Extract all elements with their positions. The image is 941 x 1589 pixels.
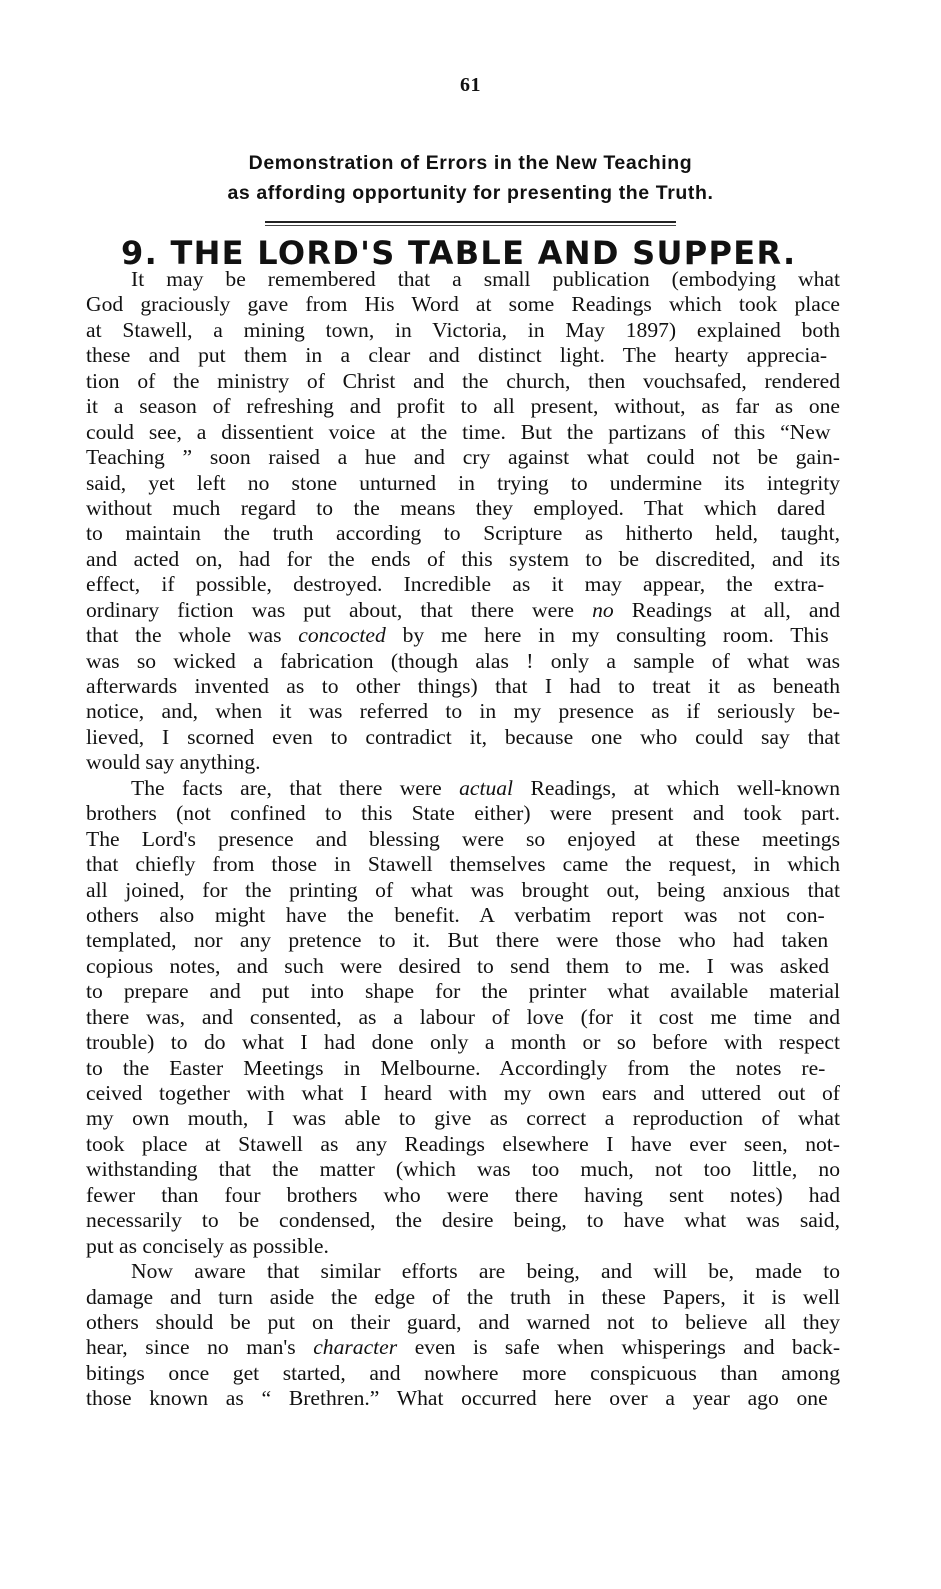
text-run: all joined, for the printing of what was brought out, being anxious that bbox=[86, 877, 840, 902]
text-run: put as concisely as possible. bbox=[86, 1233, 329, 1258]
text-run: fewer than four brothers who were there having sent notes) had bbox=[86, 1182, 840, 1207]
text-run: notice, and, when it was referred to in my presence as if seriously be- bbox=[86, 699, 840, 724]
paragraph bbox=[86, 776, 840, 1259]
text-run: Readings, at which well-known bbox=[513, 775, 840, 800]
text-line bbox=[86, 1030, 840, 1055]
text-line bbox=[86, 369, 840, 394]
text-run: Now aware that similar efforts are being, and will be, made to bbox=[131, 1259, 840, 1284]
text-run: It may be remembered that a small publication (embodying what bbox=[131, 267, 840, 291]
text-line bbox=[86, 1183, 840, 1208]
page-number: 61 bbox=[460, 74, 481, 96]
text-line bbox=[86, 1056, 840, 1081]
text-run: ceived together with what I heard with my own ears and uttered out of bbox=[86, 1081, 840, 1105]
text-line bbox=[86, 979, 840, 1004]
text-run: to prepare and put into shape for the printer what available material bbox=[86, 979, 840, 1004]
text-run: would say anything. bbox=[86, 750, 261, 775]
text-line bbox=[86, 852, 840, 877]
text-line bbox=[86, 1310, 840, 1335]
text-line bbox=[86, 521, 840, 546]
text-run: tion of the ministry of Christ and the church, then vouchsafed, rendered bbox=[86, 368, 840, 393]
text-run: The facts are, that there were bbox=[131, 775, 460, 800]
text-run: effect, if possible, destroyed. Incredible as it may appear, the extra- bbox=[86, 572, 825, 597]
text-line bbox=[86, 1335, 840, 1360]
text-line bbox=[86, 1005, 840, 1030]
paragraph bbox=[86, 1259, 840, 1412]
text-run: others should be put on their guard, and warned not to believe all they bbox=[86, 1309, 840, 1334]
text-run: copious notes, and such were desired to send them to me. I was asked bbox=[86, 953, 830, 978]
text-run: and acted on, had for the ends of this system to be discredited, and its bbox=[86, 546, 840, 571]
text-line bbox=[86, 394, 840, 419]
divider-rule-top bbox=[265, 221, 676, 223]
text-line bbox=[86, 318, 840, 343]
text-run: it a season of refreshing and profit to all present, without, as far as one bbox=[86, 394, 840, 419]
text-run: Teaching ” soon raised a hue and cry against what could not be gain- bbox=[86, 445, 840, 470]
italic-text: character bbox=[313, 1335, 398, 1360]
text-line bbox=[86, 928, 840, 953]
text-run: took place at Stawell as any Readings elsewhere I have ever seen, not- bbox=[86, 1131, 840, 1156]
text-line bbox=[86, 776, 840, 801]
text-run: even is safe when whisperings and back- bbox=[397, 1335, 840, 1360]
text-line bbox=[86, 420, 840, 445]
text-line bbox=[86, 1386, 840, 1411]
text-run: afterwards invented as to other things) that I had to treat it as beneath bbox=[86, 674, 840, 698]
text-run: said, yet left no stone unturned in trying to undermine its integrity bbox=[86, 470, 840, 495]
text-line bbox=[86, 725, 840, 750]
text-line bbox=[86, 1285, 840, 1310]
text-run: necessarily to be condensed, the desire being, to have what was said, bbox=[86, 1208, 840, 1233]
text-run: by me here in my consulting room. This bbox=[385, 623, 829, 648]
text-line bbox=[86, 801, 840, 826]
text-run: lieved, I scorned even to contradict it, because one who could say that bbox=[86, 724, 840, 749]
text-run: withstanding that the matter (which was too much, not too little, no bbox=[86, 1157, 840, 1182]
text-run: that chiefly from those in Stawell themselves came the request, in which bbox=[86, 852, 840, 877]
text-line bbox=[86, 496, 840, 521]
text-run: was so wicked a fabrication (though alas ! only a sample of what was bbox=[86, 648, 840, 673]
text-run: damage and turn aside the edge of the truth in these Papers, it is well bbox=[86, 1284, 840, 1309]
text-line bbox=[86, 1259, 840, 1284]
text-run: Readings at all, and bbox=[613, 597, 840, 622]
text-run: these and put them in a clear and distinct light. The hearty apprecia- bbox=[86, 343, 828, 368]
text-line bbox=[86, 572, 840, 597]
text-line bbox=[86, 1208, 840, 1233]
double-rule-divider bbox=[265, 221, 676, 227]
divider-rule-bottom bbox=[265, 225, 676, 226]
text-run: those known as “ Brethren.” What occurred here over a year ago one bbox=[86, 1386, 828, 1411]
text-line bbox=[86, 1081, 840, 1106]
text-run: God graciously gave from His Word at some Readings which took place bbox=[86, 292, 840, 317]
text-run: at Stawell, a mining town, in Victoria, in May 1897) explained both bbox=[86, 317, 840, 342]
text-run: to the Easter Meetings in Melbourne. Accordingly from the notes re- bbox=[86, 1055, 826, 1080]
text-run: without much regard to the means they employed. That which dared bbox=[86, 495, 826, 520]
text-line bbox=[86, 623, 840, 648]
text-line bbox=[86, 674, 840, 699]
text-line bbox=[86, 903, 840, 928]
text-run: my own mouth, I was able to give as correct a reproduction of what bbox=[86, 1106, 840, 1131]
text-run: to maintain the truth according to Scripture as hitherto held, taught, bbox=[86, 521, 840, 546]
text-line bbox=[86, 878, 840, 903]
text-run: that the whole was bbox=[86, 623, 299, 648]
italic-text: no bbox=[592, 597, 614, 622]
text-line bbox=[86, 1361, 840, 1386]
section-heading: 9. THE LORD'S TABLE AND SUPPER. bbox=[121, 234, 797, 272]
text-line bbox=[86, 1132, 840, 1157]
text-line bbox=[86, 827, 840, 852]
text-run: could see, a dissentient voice at the time. But the partizans of this “New bbox=[86, 419, 831, 444]
text-run: The Lord's presence and blessing were so enjoyed at these meetings bbox=[86, 826, 840, 851]
text-run: templated, nor any pretence to it. But there were those who had taken bbox=[86, 928, 829, 953]
subtitle-line-2: as affording opportunity for presenting the Truth. bbox=[227, 182, 714, 204]
text-line bbox=[86, 343, 840, 368]
text-run: others also might have the benefit. A verbatim report was not con- bbox=[86, 902, 825, 927]
text-run: trouble) to do what I had done only a month or so before with respect bbox=[86, 1030, 840, 1055]
text-line bbox=[86, 598, 840, 623]
text-line bbox=[86, 1234, 840, 1259]
text-line bbox=[86, 750, 840, 775]
text-run: ordinary fiction was put about, that there were bbox=[86, 597, 593, 622]
text-run: brothers (not confined to this State either) were present and took part. bbox=[86, 801, 840, 826]
text-line bbox=[86, 699, 840, 724]
text-line bbox=[86, 954, 840, 979]
text-run: hear, since no man's bbox=[86, 1335, 314, 1360]
italic-text: actual bbox=[459, 775, 514, 800]
subtitle-line-1: Demonstration of Errors in the New Teaching bbox=[248, 152, 693, 174]
text-line bbox=[86, 292, 840, 317]
text-line bbox=[86, 445, 840, 470]
text-line bbox=[86, 547, 840, 572]
body-text bbox=[86, 267, 840, 1412]
text-line bbox=[86, 267, 840, 292]
text-line bbox=[86, 1157, 840, 1182]
text-line bbox=[86, 1106, 840, 1131]
text-line bbox=[86, 471, 840, 496]
paragraph bbox=[86, 267, 840, 776]
text-run: bitings once get started, and nowhere more conspicuous than among bbox=[86, 1360, 840, 1385]
text-line bbox=[86, 649, 840, 674]
italic-text: concocted bbox=[298, 623, 386, 648]
text-run: there was, and consented, as a labour of love (for it cost me time and bbox=[86, 1004, 840, 1029]
